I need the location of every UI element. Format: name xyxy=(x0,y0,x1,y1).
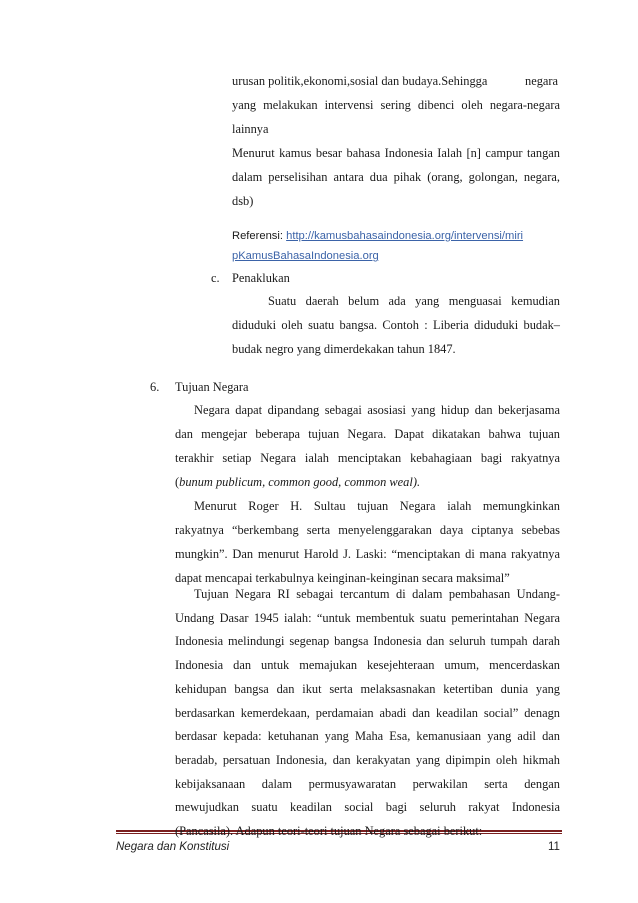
p3-line-6: berdasarkan kemerdekaan, perdamaian abadi dan keadilan social” denagn xyxy=(175,706,560,720)
p3-line-3: Indonesia melindungi segenap bangsa Indonesia dan seluruh tumpah darah xyxy=(175,634,560,648)
p3-line-8: beradab, persatuan Indonesia, dan kerakyatan yang dipimpin oleh hikmah xyxy=(175,753,560,767)
p1-line-1: Negara dapat dipandang sebagai asosiasi yang hidup dan bekerjasama xyxy=(194,403,560,417)
p3-line-11: (Pancasila). Adapun teori-teori tujuan Negara sebagai berikut: xyxy=(175,824,483,838)
p1-line-4-latin: bunum publicum, common good, common weal). xyxy=(179,475,421,489)
penaklukan-line-3: budak negro yang dimerdekakan tahun 1847. xyxy=(232,342,456,356)
p3-line-4: Indonesia dan untuk memajukan kesejehteraan umum, mencerdaskan xyxy=(175,658,560,672)
p1-line-4-paren: ( xyxy=(175,475,180,489)
p3-line-7: berdasar kepada: ketuhanan yang Maha Esa, kemanusiaan yang adil dan xyxy=(175,729,560,743)
reference-link[interactable]: http://kamusbahasaindonesia.org/intervensi/miri xyxy=(286,230,524,242)
reference-label: Referensi: xyxy=(232,230,287,242)
upper-line-1a: urusan politik,ekonomi,sosial dan budaya.Sehingga xyxy=(232,74,488,88)
penaklukan-marker: c. xyxy=(211,271,220,285)
footer-title: Negara dan Konstitusi xyxy=(116,841,230,853)
p2-line-3: mungkin”. Dan menurut Harold J. Laski: “menciptakan di mana rakyatnya xyxy=(175,547,560,561)
upper-line-6: dsb) xyxy=(232,194,254,208)
upper-line-5: dalam perselisihan antara dua pihak (orang, golongan, negara, xyxy=(232,170,560,184)
p1-line-2: dan mengejar beberapa tujuan Negara. Dapat dikatakan bahwa tujuan xyxy=(175,427,560,441)
reference-line-1 xyxy=(232,229,523,244)
penaklukan-heading: Penaklukan xyxy=(232,271,290,285)
penaklukan-line-2: diduduki oleh suatu bangsa. Contoh : Liberia diduduki budak– xyxy=(232,318,560,332)
reference-link-continued[interactable]: pKamusBahasaIndonesia.org xyxy=(232,250,379,262)
section-heading: Tujuan Negara xyxy=(175,380,249,394)
upper-line-1b: negara xyxy=(525,74,559,88)
p3-line-1: Tujuan Negara RI sebagai tercantum di dalam pembahasan Undang- xyxy=(194,587,560,601)
p2-line-1: Menurut Roger H. Sultau tujuan Negara ialah memungkinkan xyxy=(194,499,560,513)
upper-line-2: yang melakukan intervensi sering dibenci oleh negara-negara xyxy=(232,98,560,112)
penaklukan-line-1: Suatu daerah belum ada yang menguasai kemudian xyxy=(268,294,560,308)
p3-line-9: kebijaksanaan dalam permusyawaratan perwakilan serta dengan xyxy=(175,777,560,791)
page-number: 11 xyxy=(548,841,560,853)
p3-line-5: kehidupan bangsa dan ikut serta melaksasnakan ketertiban dunia yang xyxy=(175,682,560,696)
upper-line-3: lainnya xyxy=(232,122,269,136)
section-number: 6. xyxy=(150,380,160,394)
upper-line-4: Menurut kamus besar bahasa Indonesia Ialah [n] campur tangan xyxy=(232,146,560,160)
p3-line-2: Undang Dasar 1945 ialah: “untuk membentuk suatu pemerintahan Negara xyxy=(175,611,560,625)
p3-line-10: mewujudkan suatu keadilan social bagi seluruh rakyat Indonesia xyxy=(175,800,560,814)
p1-line-3: terakhir setiap Negara ialah menciptakan kebahagiaan bagi rakyatnya xyxy=(175,451,560,465)
p1-line-4 xyxy=(175,475,420,490)
p2-line-2: rakyatnya “berkembang serta menyelenggarakan daya ciptanya sebebas xyxy=(175,523,560,537)
p2-line-4: dapat mencapai terkabulnya keinginan-keinginan secara maksimal” xyxy=(175,571,510,585)
